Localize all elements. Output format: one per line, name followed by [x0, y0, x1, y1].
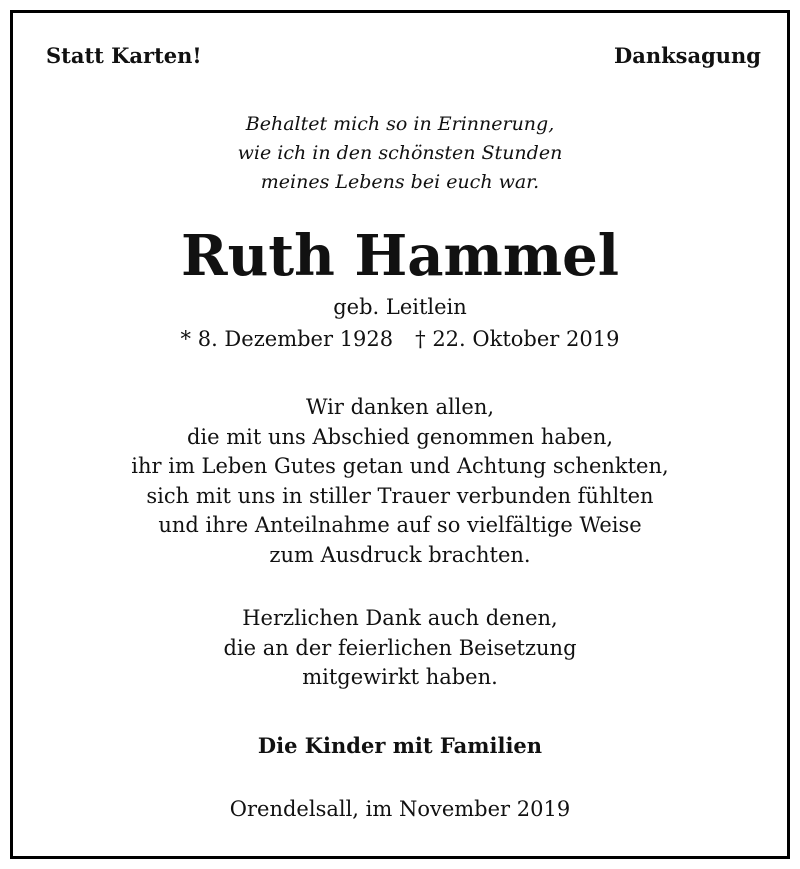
thanks-line: die mit uns Abschied genommen haben, [186, 424, 614, 449]
birth-date: * 8. Dezember 1928 [180, 327, 394, 351]
funeral-thanks-paragraph [13, 604, 787, 693]
motto-line: wie ich in den schönsten Stunden [237, 142, 563, 164]
birth-name: geb. Leitlein [333, 295, 467, 319]
funeral-thanks-line: die an der feierlichen Beisetzung [223, 635, 577, 660]
header-danksagung: Danksagung [614, 43, 761, 68]
thanks-paragraph [13, 393, 787, 570]
life-dates [13, 324, 787, 354]
motto-line: Behaltet mich so in Erinnerung, [245, 113, 555, 135]
thanks-line: sich mit uns in stiller Trauer verbunden fühlten [146, 483, 654, 508]
thanks-line: ihr im Leben Gutes getan und Achtung schenkten, [131, 454, 669, 478]
deceased-name: Ruth Hammel [181, 223, 619, 289]
death-date: † 22. Oktober 2019 [415, 327, 620, 351]
place-date: Orendelsall, im November 2019 [229, 797, 571, 821]
motto-line: meines Lebens bei euch war. [260, 171, 540, 193]
thanks-line: Wir danken allen, [305, 395, 495, 419]
signature: Die Kinder mit Familien [257, 733, 543, 758]
motto-verse [13, 110, 787, 197]
funeral-thanks-line: mitgewirkt haben. [302, 665, 498, 689]
obituary-notice [10, 10, 790, 859]
funeral-thanks-line: Herzlichen Dank auch denen, [242, 606, 558, 630]
thanks-line: zum Ausdruck brachten. [269, 542, 531, 567]
thanks-line: und ihre Anteilnahme auf so vielfältige Weise [158, 513, 642, 537]
header-statt-karten: Statt Karten! [46, 43, 202, 68]
